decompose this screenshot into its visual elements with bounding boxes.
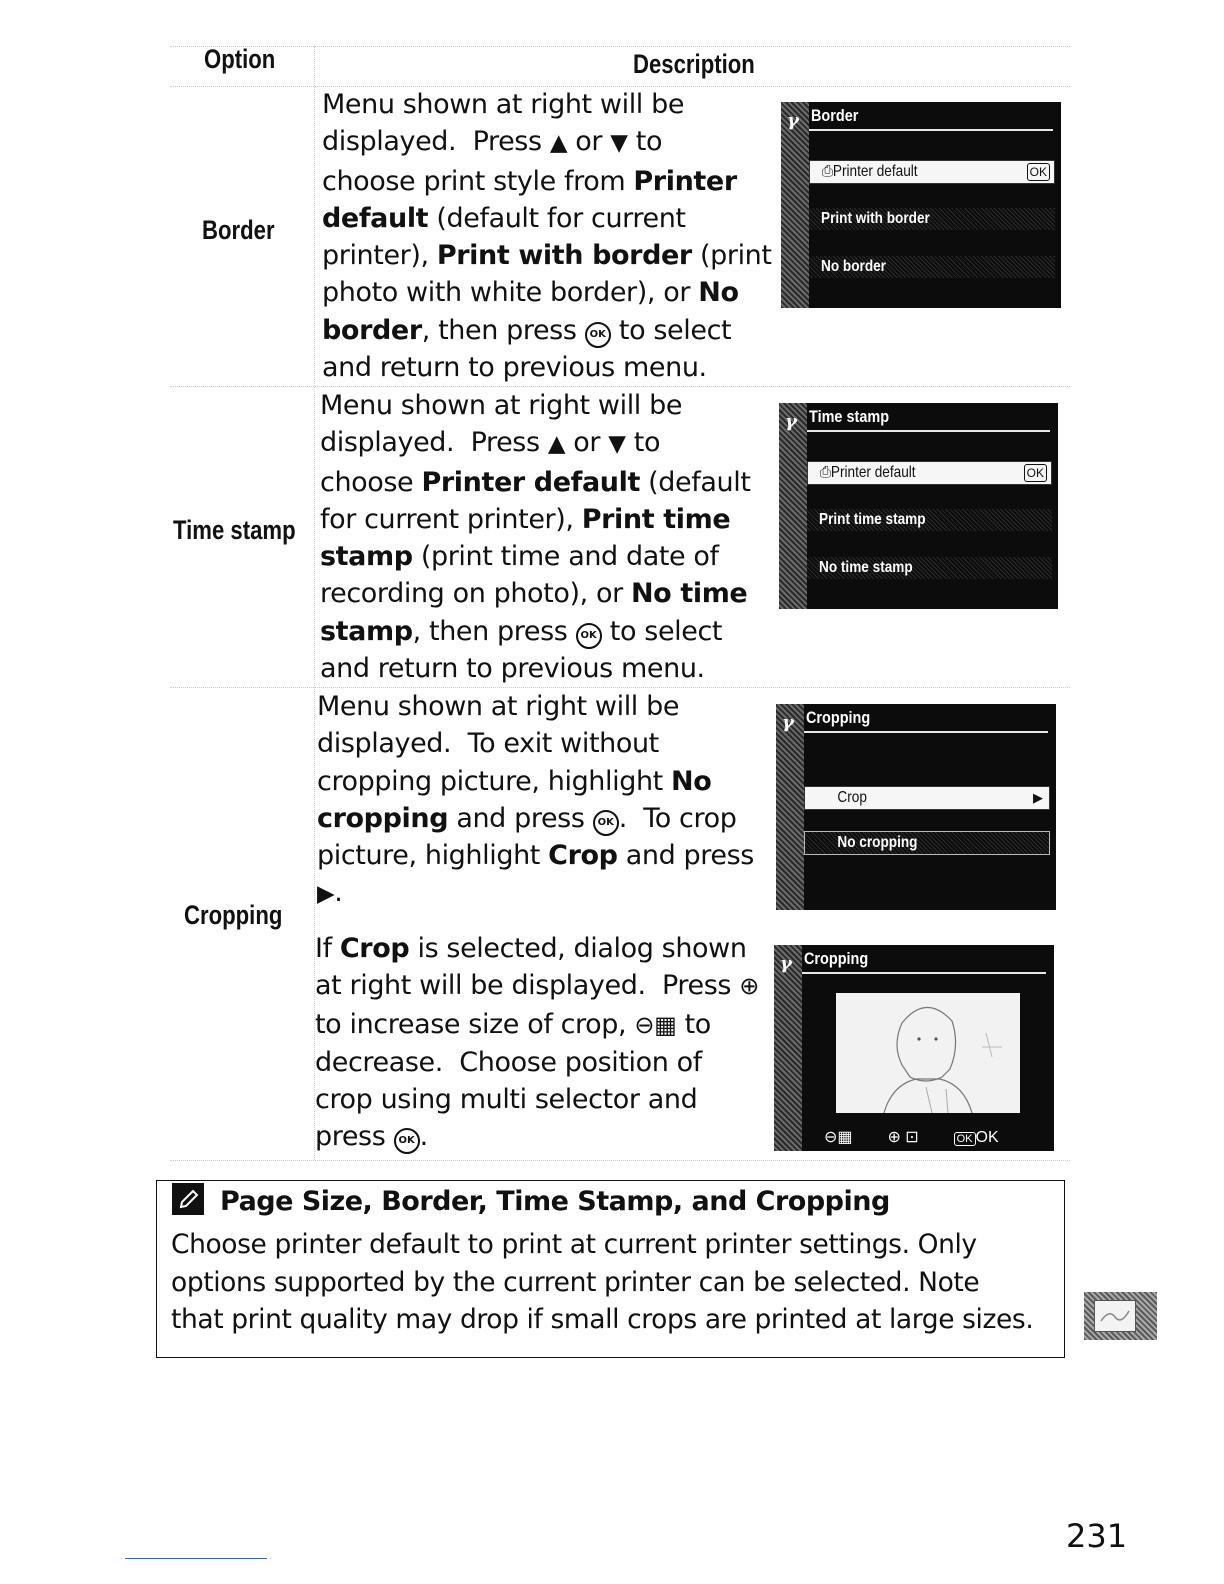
desc-line: crop using multi selector and bbox=[315, 1084, 698, 1116]
cropping-dialog-screen bbox=[774, 945, 1054, 1151]
screen-side-stripe bbox=[774, 945, 802, 1151]
note-line: Choose printer default to print at current printer settings. Only bbox=[171, 1229, 977, 1260]
ok-button-icon: OK bbox=[585, 322, 611, 348]
playback-tab-icon bbox=[1094, 1300, 1136, 1332]
desc-line: cropping picture, highlight No bbox=[317, 765, 712, 797]
zoom-in-button-icon: ⊕ ⊡ bbox=[887, 1129, 919, 1146]
desc-line: stamp (print time and date of bbox=[320, 541, 719, 573]
desc-line: for current printer), Print time bbox=[320, 503, 731, 535]
screen-title-rule bbox=[804, 731, 1048, 733]
desc-line: decrease. Choose position of bbox=[315, 1046, 702, 1078]
printer-icon: ⎙ bbox=[822, 163, 833, 180]
menu-item-printer-default[interactable]: ⎙Printer default OK bbox=[807, 461, 1052, 485]
crop-dialog-footer: ⊖▦ ⊕ ⊡ OK OK bbox=[824, 1129, 999, 1146]
description-cropping-2 bbox=[315, 930, 759, 1156]
desc-line: default (default for current bbox=[322, 202, 686, 234]
desc-line: displayed. To exit without bbox=[317, 728, 659, 760]
desc-line: stamp, then press OK to select bbox=[320, 615, 723, 647]
desc-line: Menu shown at right will be bbox=[322, 89, 685, 120]
option-time-stamp: Time stamp bbox=[173, 515, 296, 545]
screen-side-stripe bbox=[779, 403, 807, 609]
desc-line: printer), Print with border (print bbox=[322, 240, 772, 272]
zoom-in-icon: ⊕ bbox=[739, 972, 759, 1001]
page-number: 231 bbox=[1066, 1517, 1128, 1555]
desc-line: displayed. Press ▲ or ▼ to bbox=[322, 123, 772, 162]
desc-line: Menu shown at right will be bbox=[317, 691, 680, 722]
screen-title: Cropping bbox=[804, 949, 869, 968]
table-top-rule bbox=[170, 46, 1070, 47]
menu-item-print-with-border[interactable]: Print with border bbox=[809, 208, 1055, 230]
desc-line: to increase size of crop, ⊖▦ to bbox=[315, 1006, 759, 1044]
playback-menu-icon: γ bbox=[780, 953, 792, 974]
down-arrow-icon: ▼ bbox=[610, 130, 628, 157]
screen-title-rule bbox=[809, 129, 1053, 131]
playback-menu-icon: γ bbox=[785, 411, 797, 432]
ok-button-icon: OK bbox=[576, 623, 602, 649]
menu-item-no-border[interactable]: No border bbox=[809, 256, 1055, 278]
section-tab bbox=[1084, 1292, 1157, 1340]
footer-rule bbox=[125, 1558, 267, 1559]
desc-line: choose Printer default (default bbox=[320, 466, 751, 498]
desc-line: If Crop is selected, dialog shown bbox=[315, 933, 747, 964]
desc-line: and return to previous menu. bbox=[322, 352, 707, 384]
header-option: Option bbox=[204, 44, 276, 74]
ok-button-icon: OK bbox=[394, 1128, 420, 1154]
playback-menu-icon: γ bbox=[787, 110, 799, 131]
desc-line: Menu shown at right will be bbox=[320, 390, 683, 421]
desc-line: and return to previous menu. bbox=[320, 653, 705, 685]
printer-icon: ⎙ bbox=[820, 464, 831, 481]
option-cropping: Cropping bbox=[184, 900, 283, 930]
screen-title: Border bbox=[811, 106, 859, 125]
cropping-menu-screen bbox=[776, 704, 1056, 910]
time-stamp-menu-screen bbox=[779, 403, 1058, 609]
down-arrow-icon: ▼ bbox=[608, 431, 626, 458]
screen-side-stripe bbox=[776, 704, 804, 910]
description-border bbox=[322, 86, 772, 386]
screen-title: Time stamp bbox=[809, 407, 890, 426]
desc-line: photo with white border), or No bbox=[322, 277, 739, 309]
screen-title-rule bbox=[802, 972, 1046, 974]
menu-item-crop[interactable]: Crop ▶ bbox=[804, 786, 1050, 810]
ok-badge: OK bbox=[1024, 464, 1047, 482]
note-title: Page Size, Border, Time Stamp, and Cropping bbox=[220, 1186, 890, 1217]
desc-line: displayed. Press ▲ or ▼ to bbox=[320, 424, 751, 463]
menu-item-no-cropping[interactable]: No cropping bbox=[804, 831, 1050, 855]
screen-side-stripe bbox=[781, 102, 809, 308]
desc-line: recording on photo), or No time bbox=[320, 578, 748, 610]
up-arrow-icon: ▲ bbox=[547, 431, 566, 458]
screen-title: Cropping bbox=[806, 708, 871, 727]
note-body bbox=[171, 1226, 1033, 1339]
desc-line: choose print style from Printer bbox=[322, 165, 737, 197]
description-time-stamp bbox=[320, 387, 751, 687]
desc-line: cropping and press OK . To crop bbox=[317, 802, 737, 834]
menu-item-no-time-stamp[interactable]: No time stamp bbox=[807, 557, 1052, 579]
description-cropping-1 bbox=[317, 688, 754, 914]
zoom-out-button-icon: ⊖▦ bbox=[824, 1129, 853, 1146]
desc-line: picture, highlight Crop and press bbox=[317, 840, 754, 872]
screen-title-rule bbox=[807, 430, 1050, 432]
menu-item-printer-default[interactable]: ⎙Printer default OK bbox=[809, 160, 1055, 184]
menu-item-print-time-stamp[interactable]: Print time stamp bbox=[807, 509, 1052, 531]
note-line: options supported by the current printer can be selected. Note bbox=[171, 1266, 980, 1298]
desc-line: press OK . bbox=[315, 1121, 428, 1153]
ok-badge: OK bbox=[1027, 163, 1050, 181]
submenu-arrow-icon: ▶ bbox=[1033, 790, 1043, 805]
up-arrow-icon: ▲ bbox=[549, 130, 568, 157]
border-menu-screen bbox=[781, 102, 1061, 308]
option-border: Border bbox=[202, 215, 275, 245]
header-description: Description bbox=[633, 49, 755, 79]
ok-button-icon: OK bbox=[954, 1132, 976, 1146]
table-bottom-rule bbox=[170, 1160, 1070, 1161]
note-line: that print quality may drop if small crops are printed at large sizes. bbox=[171, 1304, 1034, 1335]
right-arrow-icon: ▶ bbox=[317, 881, 335, 908]
zoom-out-thumbnail-icon: ⊖▦ bbox=[634, 1010, 677, 1039]
pencil-note-icon bbox=[172, 1183, 204, 1215]
desc-line: ▶. bbox=[317, 874, 754, 913]
desc-line: border, then press OK to select bbox=[322, 314, 732, 346]
ok-button-icon: OK bbox=[593, 810, 619, 836]
desc-line: at right will be displayed. Press ⊕ bbox=[315, 967, 759, 1005]
crop-preview-image bbox=[836, 993, 1020, 1113]
portrait-sketch bbox=[836, 993, 1020, 1113]
playback-menu-icon: γ bbox=[782, 712, 794, 733]
